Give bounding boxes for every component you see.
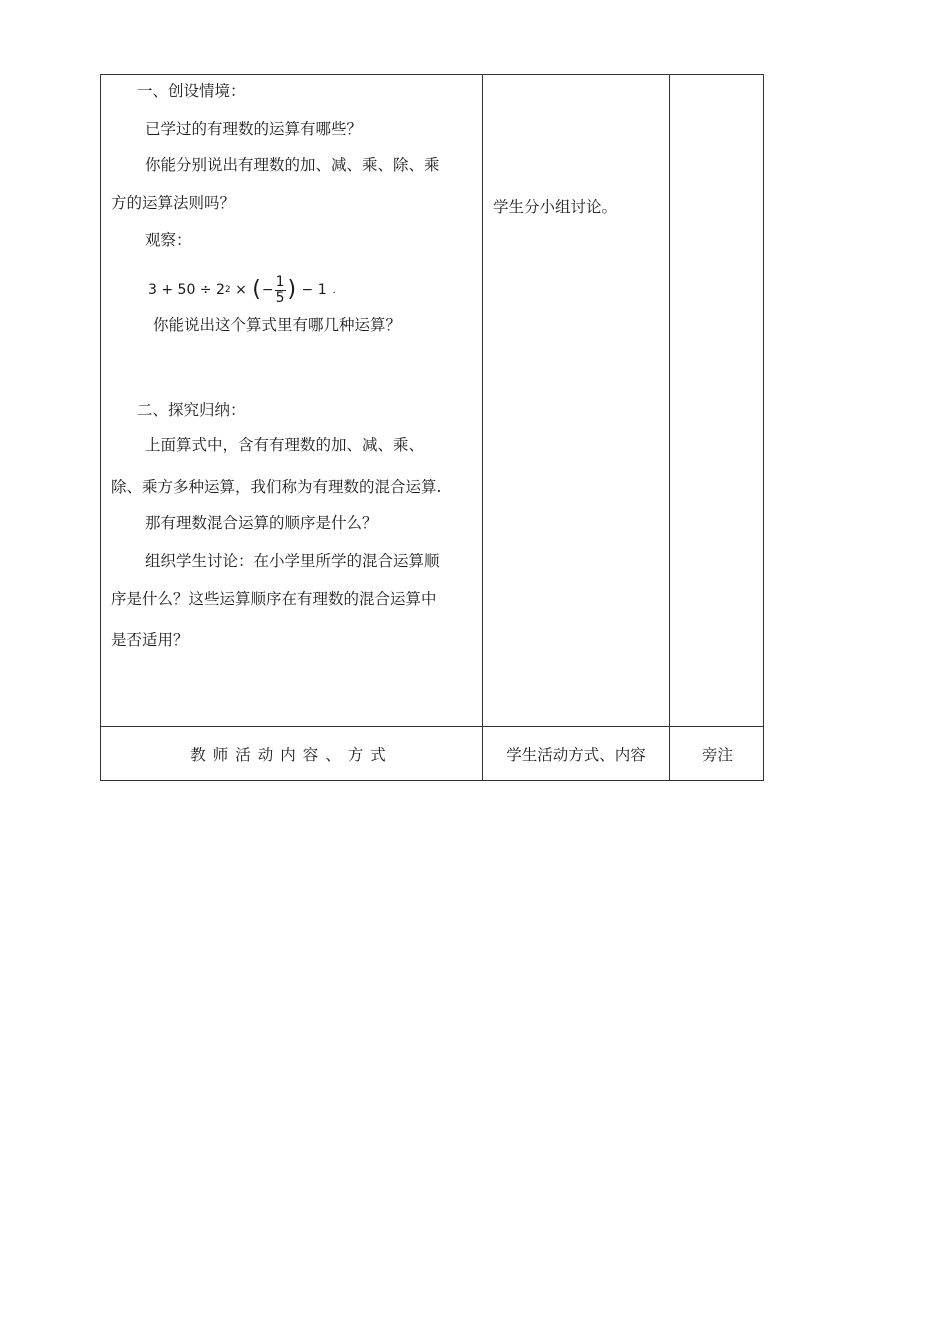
notes-column-header: 旁注 [701,746,733,764]
expression-minus: − [261,282,274,298]
student-activity-cell [483,75,669,726]
section-heading: 一、创设情境： [137,82,246,100]
paragraph-line: 你能说出这个算式里有哪几种运算？ [153,316,402,334]
student-activity-text: 学生分小组讨论。 [493,198,618,216]
expression-exponent: 2 [224,285,231,295]
fraction-numerator: 1 [275,273,285,290]
paragraph-line: 方的运算法则吗？ [111,194,236,212]
paragraph-line: 序是什么？这些运算顺序在有理数的混合运算中 [111,590,437,608]
student-column-header: 学生活动方式、内容 [506,746,646,764]
expression-paren: ) [287,277,297,302]
math-expression [148,265,336,315]
expression-trail: . [332,284,336,296]
notes-cell [670,75,765,726]
paragraph-line: 是否适用？ [111,631,189,649]
paragraph-line: 组织学生讨论：在小学里所学的混合运算顺 [145,552,440,570]
expression-fraction [275,275,286,306]
paragraph-line: 上面算式中，含有有理数的加、减、乘、 [145,436,425,454]
fraction-denominator: 5 [275,289,285,306]
teacher-column-header: 教师活动内容、方式 [190,746,393,764]
paragraph-line: 已学过的有理数的运算有哪些？ [145,120,363,138]
paragraph-line: 观察： [145,231,192,249]
lesson-table [100,74,764,781]
teacher-activity-cell [101,75,482,726]
paragraph-line: 你能分别说出有理数的加、减、乘、除、乘 [145,156,440,174]
expression-part: × [230,282,252,298]
section-heading: 二、探究归纳： [137,401,246,419]
expression-part: − 1 [297,282,327,298]
expression-part: 3 + 50 ÷ 2 [148,282,225,298]
expression-paren: ( [252,277,261,302]
paragraph-line: 那有理数混合运算的顺序是什么？ [145,514,378,532]
paragraph-line: 除、乘方多种运算，我们称为有理数的混合运算. [111,478,442,496]
